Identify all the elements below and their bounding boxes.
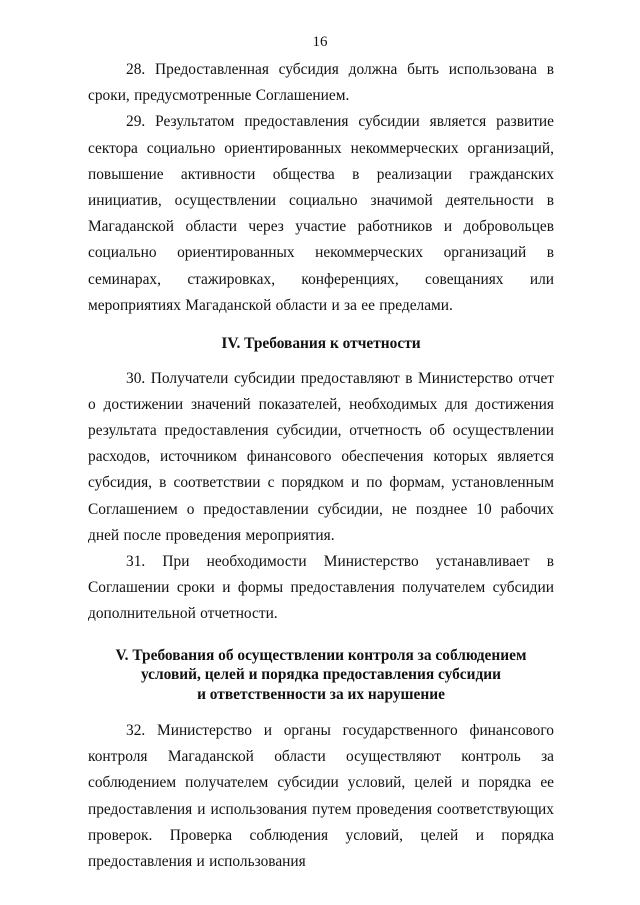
paragraph-31: 31. При необходимости Министерство устанавливает в Соглашении сроки и формы предоставления получателем субсидии дополнительной отчетности. [88,552,554,623]
paragraph-29: 29. Результатом предоставления субсидии является развитие сектора социально ориентированных некоммерческих организаций, повышение активности общества в реализации гражданских инициатив, осуществлении социально значимой деятельности в Магаданской области через участие работников и добровольцев социально ориентированных некоммерческих организаций в семинарах, стажировках, конференциях, совещаниях или мероприятиях Магаданской области и за ее пределами. [88,113,554,314]
paragraph-32: 32. Министерство и органы государственного финансового контроля Магаданской области осуществляют контроль за соблюдением получателем субсидии условий, целей и порядка ее предоставления и использования путем проведения соответствующих проверок. Проверка соблюдения условий, целей и порядка предоставления и использования [88,722,554,871]
paragraph-28: 28. Предоставленная субсидия должна быть использована в сроки, предусмотренные Соглашением. [88,61,554,105]
section-heading-v-line-1: V. Требования об осуществлении контроля за соблюдением [115,646,527,664]
section-heading-v-line-3: и ответственности за их нарушение [197,685,445,703]
section-heading-v-line-2: условий, целей и порядка предоставления субсидии [140,666,502,684]
page-number: 16 [312,34,328,50]
document-body [88,57,554,875]
section-heading-v [88,646,554,705]
section-heading-iv: IV. Требования к отчетности [221,335,421,353]
paragraph-30: 30. Получатели субсидии предоставляют в Министерство отчет о достижении значений показателей, необходимых для достижения результата предоставления субсидии, отчетность об осуществлении расходов, источником финансового обеспечения которых является субсидия, в соответствии с порядком и по формам, установленным Соглашением о предоставлении субсидии, не позднее 10 рабочих дней после проведения мероприятия. [88,369,554,544]
